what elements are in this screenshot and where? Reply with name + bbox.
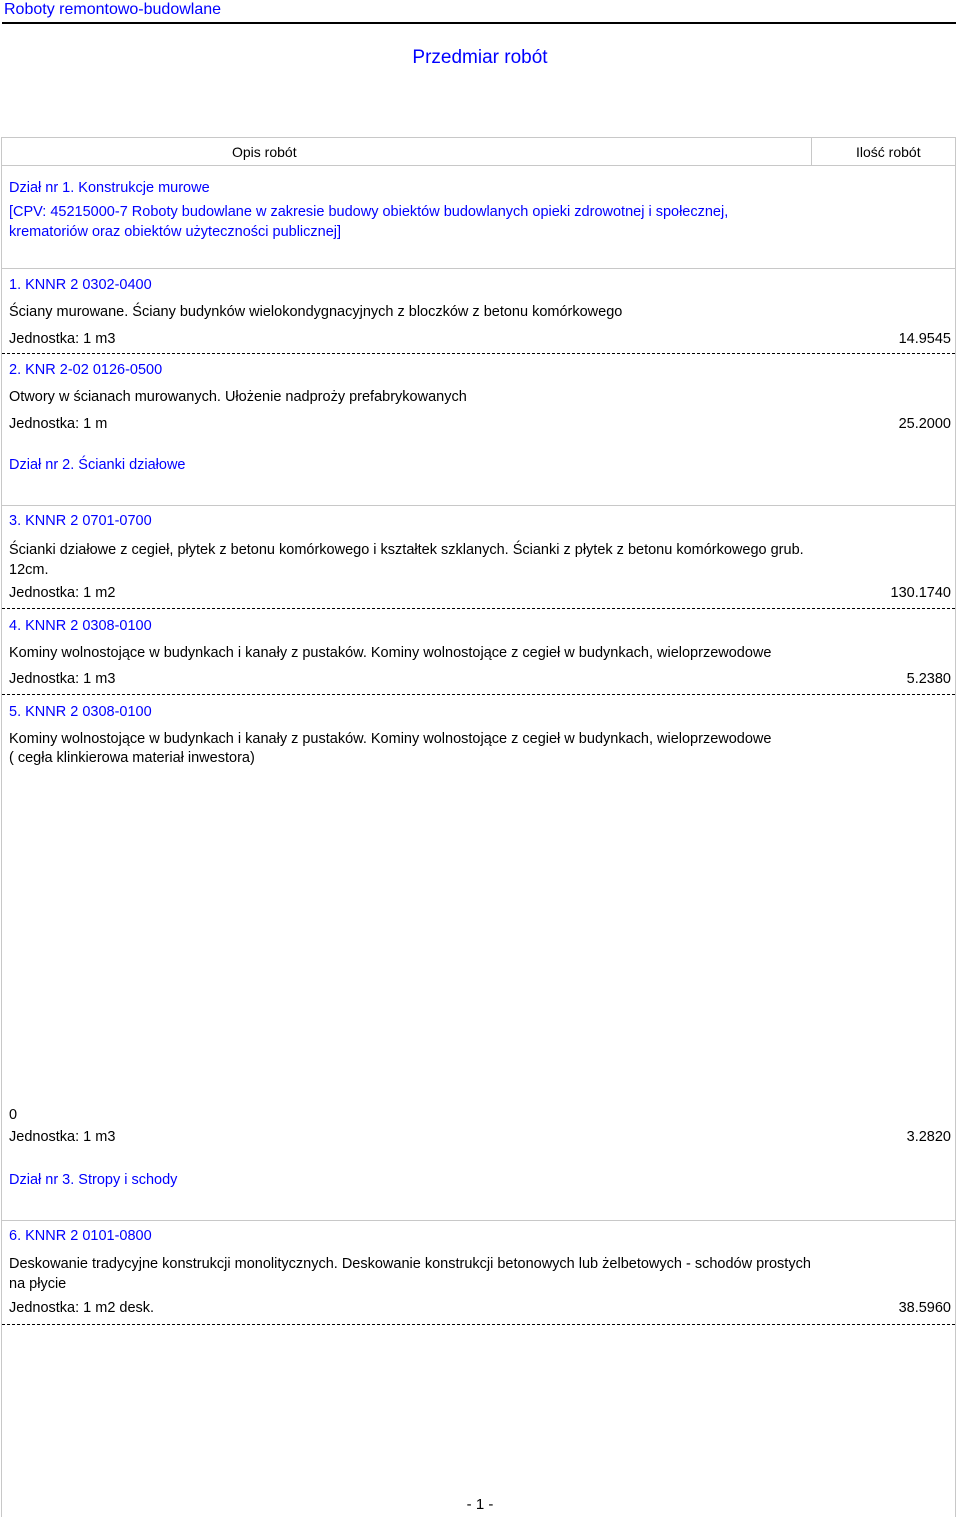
section-title: Dział nr 3. Stropy i schody xyxy=(9,1172,178,1188)
item-divider xyxy=(2,353,955,354)
item-code: 3. KNNR 2 0701-0700 xyxy=(9,513,152,529)
item-description: Kominy wolnostojące w budynkach i kanały z pustaków. Kominy wolnostojące z cegieł w budynkach, wieloprzewodowe xyxy=(9,731,772,747)
item-divider xyxy=(2,694,955,695)
item-description: Kominy wolnostojące w budynkach i kanały z pustaków. Kominy wolnostojące z cegieł w budynkach, wieloprzewodowe xyxy=(9,645,772,661)
item-unit: Jednostka: 1 m3 xyxy=(9,671,116,687)
item-unit: Jednostka: 1 m2 xyxy=(9,585,116,601)
item-quantity: 38.5960 xyxy=(898,1300,951,1316)
item-note: ( cegła klinkierowa materiał inwestora) xyxy=(9,750,255,766)
section-title: Dział nr 1. Konstrukcje murowe xyxy=(9,180,210,196)
item-description: Otwory w ścianach murowanych. Ułożenie nadproży prefabrykowanych xyxy=(9,389,467,405)
item-quantity: 25.2000 xyxy=(898,416,951,432)
item-code: 4. KNNR 2 0308-0100 xyxy=(9,618,152,634)
column-header-quantity: Ilość robót xyxy=(856,144,921,160)
item-quantity: 3.2820 xyxy=(906,1129,951,1145)
item-unit: Jednostka: 1 m2 desk. xyxy=(9,1300,155,1316)
item-divider xyxy=(2,1324,955,1325)
item-description: Ścianki działowe z cegieł, płytek z betonu komórkowego i kształtek szklanych. Ścianki z płytek z betonu komórkowego grub. 12cm. xyxy=(9,542,804,578)
item-quantity: 5.2380 xyxy=(906,671,951,687)
item-unit: Jednostka: 1 m3 xyxy=(9,1129,116,1145)
item-code: 1. KNNR 2 0302-0400 xyxy=(9,277,152,293)
column-header-description: Opis robót xyxy=(232,144,297,160)
item-quantity: 14.9545 xyxy=(898,331,951,347)
page-title: Przedmiar robót xyxy=(412,47,548,68)
item-code: 6. KNNR 2 0101-0800 xyxy=(9,1228,152,1244)
item-extra-value: 0 xyxy=(9,1107,18,1123)
header-divider xyxy=(2,22,956,24)
section-cpv: [CPV: 45215000-7 Roboty budowlane w zakresie budowy obiektów budowlanych opieki zdrowotnej i społecznej, krematoriów oraz obiektów użyteczności publicznej] xyxy=(9,204,729,240)
item-code: 2. KNR 2-02 0126-0500 xyxy=(9,362,163,378)
item-quantity: 130.1740 xyxy=(890,585,951,601)
document-header-title: Roboty remontowo-budowlane xyxy=(4,1,222,18)
page-number: - 1 - xyxy=(466,1496,494,1513)
item-description: Deskowanie tradycyjne konstrukcji monolitycznych. Deskowanie konstrukcji betonowych lub żelbetowych - schodów prostych na płycie xyxy=(9,1256,811,1292)
section-title: Dział nr 2. Ścianki działowe xyxy=(9,457,186,473)
item-divider xyxy=(2,608,955,609)
item-unit: Jednostka: 1 m3 xyxy=(9,331,116,347)
item-description: Ściany murowane. Ściany budynków wielokondygnacyjnych z bloczków z betonu komórkowego xyxy=(9,304,623,320)
item-unit: Jednostka: 1 m xyxy=(9,416,108,432)
item-code: 5. KNNR 2 0308-0100 xyxy=(9,704,152,720)
